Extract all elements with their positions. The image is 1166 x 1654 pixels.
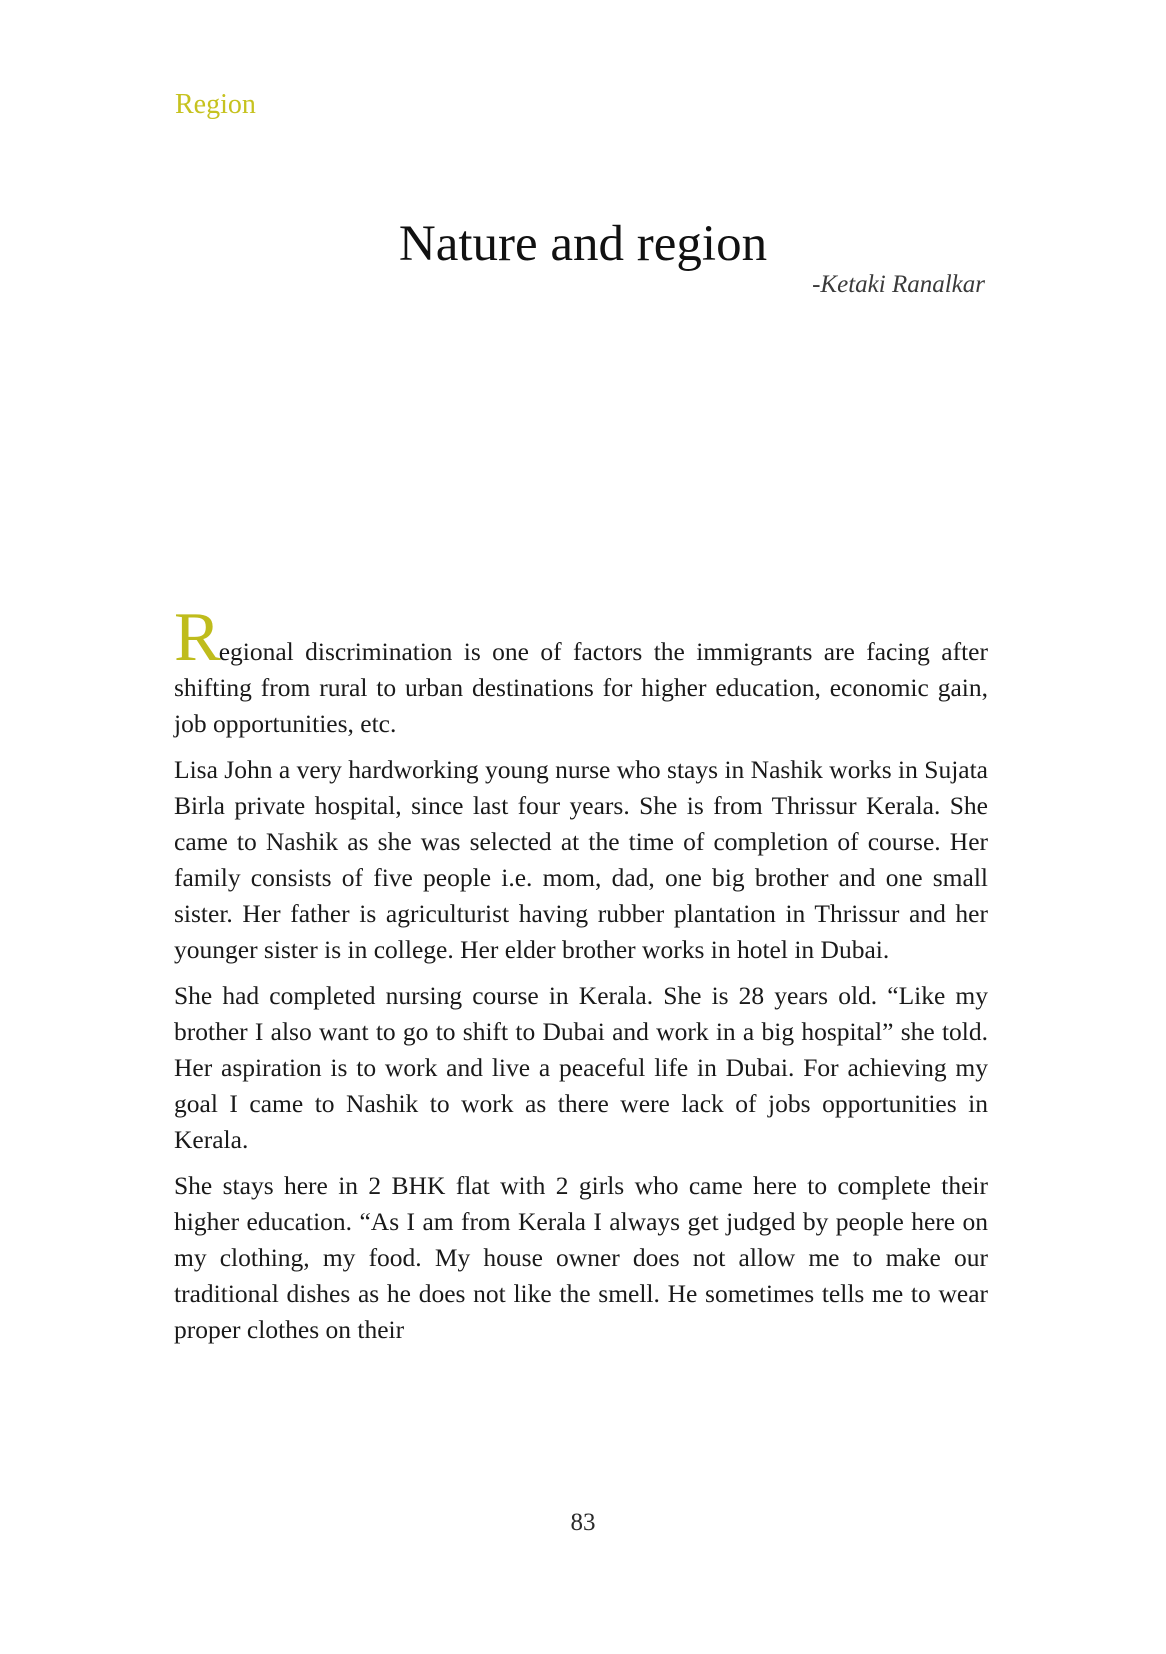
paragraph-1 <box>174 599 988 742</box>
drop-cap: R <box>174 599 221 676</box>
paragraph-1-text: egional discrimination is one of factors the immigrants are facing after shifting from rural to urban destinations for higher education, economic gain, job opportunities, etc. <box>174 637 988 738</box>
paragraph-4: She stays here in 2 BHK flat with 2 girls who came here to complete their higher education. “As I am from Kerala I always get judged by people here on my clothing, my food. My house owner does not allow me to make our traditional dishes as he does not like the smell. He sometimes tells me to wear proper clothes on their <box>174 1171 988 1344</box>
page-number: 83 <box>570 1509 596 1536</box>
paragraph-3: She had completed nursing course in Kerala. She is 28 years old. “Like my brother I also want to go to shift to Dubai and work in a big hospital” she told. Her aspiration is to work and live a peaceful life in Dubai. For achieving my goal I came to Nashik to work as there were lack of jobs opportunities in Kerala. <box>174 981 988 1154</box>
author-byline: -Ketaki Ranalkar <box>812 271 985 298</box>
article-title-text: Nature and region <box>398 216 768 272</box>
paragraph-2: Lisa John a very hardworking young nurse who stays in Nashik works in Sujata Birla private hospital, since last four years. She is from Thrissur Kerala. She came to Nashik as she was selected at the time of completion of course. Her family consists of five people i.e. mom, dad, one big brother and one small sister. Her father is agriculturist having rubber plantation in Thrissur and her younger sister is in college. Her elder brother works in hotel in Dubai. <box>174 755 988 964</box>
article-body <box>174 599 988 1358</box>
running-header: Region <box>175 89 256 120</box>
article-title <box>0 214 1166 274</box>
